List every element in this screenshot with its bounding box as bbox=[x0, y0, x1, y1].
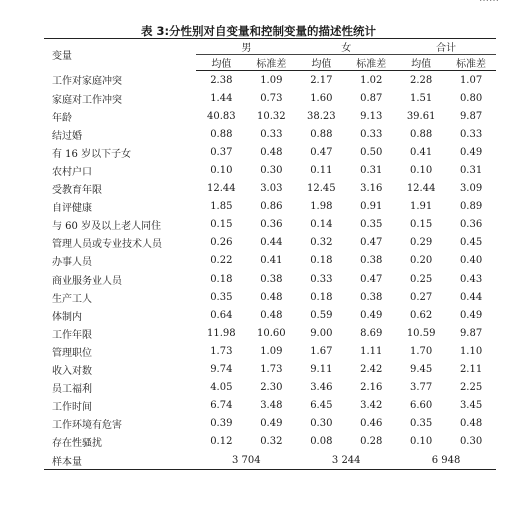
row-value: 0.91 bbox=[360, 201, 383, 213]
table-row bbox=[44, 143, 496, 161]
row-value: 39.61 bbox=[406, 110, 436, 122]
row-value: 0.27 bbox=[410, 291, 433, 303]
table-row bbox=[44, 397, 496, 415]
row-value: 2.42 bbox=[360, 364, 383, 376]
table-caption: 表 3:分性别对自变量和控制变量的描述性统计 bbox=[140, 24, 377, 38]
row-value: 0.33 bbox=[360, 128, 383, 140]
group-header-total: 合计 bbox=[396, 39, 496, 55]
row-value: 0.28 bbox=[360, 436, 383, 448]
row-value: 0.41 bbox=[410, 146, 433, 158]
row-value: 2.11 bbox=[459, 364, 483, 376]
row-value: 0.12 bbox=[210, 436, 233, 448]
row-value: 0.73 bbox=[260, 92, 283, 104]
row-value: 0.47 bbox=[310, 146, 333, 158]
row-label: 工作年限 bbox=[52, 329, 92, 341]
row-label: 商业服务业人员 bbox=[52, 275, 122, 287]
row-value: 0.36 bbox=[260, 219, 283, 231]
row-value: 0.48 bbox=[260, 309, 283, 321]
row-value: 0.47 bbox=[360, 273, 383, 285]
table-row bbox=[44, 180, 496, 198]
row-value: 10.60 bbox=[257, 327, 286, 339]
row-value: 0.49 bbox=[459, 309, 483, 321]
row-value: 12.44 bbox=[406, 183, 436, 195]
subheader-mean: 均值 bbox=[196, 55, 246, 71]
row-value: 2.38 bbox=[210, 74, 233, 86]
row-value: 6.60 bbox=[410, 400, 433, 412]
row-value: 0.10 bbox=[210, 165, 233, 177]
subheader-sd: 标准差 bbox=[246, 55, 296, 71]
row-value: 12.45 bbox=[307, 183, 336, 195]
sample-size-label: 样本量 bbox=[44, 451, 196, 470]
row-value: 0.37 bbox=[210, 146, 233, 158]
row-value: 1.09 bbox=[260, 74, 283, 86]
row-label: 年龄 bbox=[52, 112, 72, 124]
row-value: 11.98 bbox=[207, 327, 236, 339]
row-label: 员工福利 bbox=[52, 384, 92, 396]
row-value: 2.28 bbox=[410, 74, 433, 86]
row-value: 0.33 bbox=[459, 128, 483, 140]
variable-column-header: 变量 bbox=[44, 39, 196, 71]
row-value: 3.77 bbox=[410, 382, 433, 394]
row-value: 1.10 bbox=[459, 345, 483, 357]
row-value: 0.32 bbox=[260, 436, 283, 448]
table-row bbox=[44, 361, 496, 379]
row-value: 0.49 bbox=[459, 146, 483, 158]
sample-size-value: 3 704 bbox=[196, 451, 296, 470]
row-value: 0.35 bbox=[410, 418, 433, 430]
row-value: 3.45 bbox=[459, 400, 483, 412]
row-value: 38.23 bbox=[307, 110, 336, 122]
row-value: 0.15 bbox=[210, 219, 233, 231]
row-value: 0.14 bbox=[310, 219, 333, 231]
row-value: 3.03 bbox=[260, 183, 283, 195]
row-value: 40.83 bbox=[207, 110, 236, 122]
group-header-male: 男 bbox=[196, 39, 296, 55]
row-value: 2.30 bbox=[260, 382, 283, 394]
subheader-mean: 均值 bbox=[396, 55, 446, 71]
row-value: 0.10 bbox=[410, 436, 433, 448]
row-value: 0.29 bbox=[410, 237, 433, 249]
row-value: 10.32 bbox=[257, 110, 286, 122]
row-value: 6.45 bbox=[310, 400, 333, 412]
table-row bbox=[44, 71, 496, 90]
row-value: 0.15 bbox=[410, 219, 433, 231]
row-value: 0.50 bbox=[360, 146, 383, 158]
row-value: 9.13 bbox=[360, 110, 383, 122]
row-value: 0.39 bbox=[210, 418, 233, 430]
row-label: 管理职位 bbox=[52, 347, 92, 359]
row-label: 家庭对工作冲突 bbox=[52, 94, 122, 106]
row-label: 体制内 bbox=[52, 311, 82, 323]
row-value: 3.48 bbox=[260, 400, 283, 412]
row-value: 0.38 bbox=[260, 273, 283, 285]
row-value: 2.17 bbox=[310, 74, 333, 86]
group-header-female: 女 bbox=[296, 39, 396, 55]
row-value: 1.91 bbox=[410, 201, 433, 213]
table-row bbox=[44, 252, 496, 270]
table-row bbox=[44, 379, 496, 397]
row-value: 1.85 bbox=[210, 201, 233, 213]
row-value: 1.73 bbox=[260, 364, 283, 376]
row-value: 9.00 bbox=[310, 327, 333, 339]
row-value: 0.30 bbox=[459, 436, 483, 448]
row-label: 工作对家庭冲突 bbox=[52, 76, 122, 88]
row-value: 0.10 bbox=[410, 165, 433, 177]
table-row bbox=[44, 342, 496, 360]
row-value: 1.73 bbox=[210, 345, 233, 357]
table-row bbox=[44, 415, 496, 433]
row-value: 1.98 bbox=[310, 201, 333, 213]
row-value: 0.31 bbox=[459, 165, 483, 177]
row-value: 0.48 bbox=[260, 291, 283, 303]
row-value: 0.32 bbox=[310, 237, 333, 249]
row-value: 0.87 bbox=[360, 92, 383, 104]
row-value: 6.74 bbox=[210, 400, 233, 412]
row-value: 3.16 bbox=[360, 183, 383, 195]
row-value: 3.46 bbox=[310, 382, 333, 394]
row-value: 0.18 bbox=[310, 291, 333, 303]
row-label: 管理人员或专业技术人员 bbox=[52, 239, 162, 251]
row-value: 1.07 bbox=[459, 74, 483, 86]
row-value: 0.35 bbox=[210, 291, 233, 303]
sample-size-value: 6 948 bbox=[396, 451, 496, 470]
table-row bbox=[44, 433, 496, 451]
row-value: 1.09 bbox=[260, 345, 283, 357]
table-row bbox=[44, 161, 496, 179]
row-value: 9.87 bbox=[459, 327, 483, 339]
row-value: 1.02 bbox=[360, 74, 383, 86]
subheader-sd: 标准差 bbox=[446, 55, 496, 71]
row-value: 0.08 bbox=[310, 436, 333, 448]
subheader-mean: 均值 bbox=[296, 55, 346, 71]
row-value: 0.18 bbox=[210, 273, 233, 285]
row-value: 0.48 bbox=[459, 418, 483, 430]
row-label: 存在性骚扰 bbox=[52, 438, 102, 450]
page-header-text bbox=[479, 0, 499, 4]
row-value: 0.88 bbox=[210, 128, 233, 140]
row-value: 1.44 bbox=[210, 92, 233, 104]
sample-size-value: 3 244 bbox=[296, 451, 396, 470]
row-value: 0.49 bbox=[260, 418, 283, 430]
row-label: 办事人员 bbox=[52, 257, 92, 269]
row-label: 结过婚 bbox=[52, 130, 82, 142]
row-label: 受教育年限 bbox=[52, 185, 102, 197]
row-value: 0.45 bbox=[459, 237, 483, 249]
row-value: 1.70 bbox=[410, 345, 433, 357]
table-row bbox=[44, 125, 496, 143]
row-value: 0.59 bbox=[310, 309, 333, 321]
row-value: 3.42 bbox=[360, 400, 383, 412]
row-value: 0.25 bbox=[410, 273, 433, 285]
row-value: 1.51 bbox=[410, 92, 433, 104]
row-value: 9.11 bbox=[310, 364, 333, 376]
row-label: 与 60 岁及以上老人同住 bbox=[52, 221, 162, 233]
table-row bbox=[44, 107, 496, 125]
row-value: 0.44 bbox=[260, 237, 283, 249]
table-row bbox=[44, 198, 496, 216]
table-row bbox=[44, 216, 496, 234]
row-label: 工作时间 bbox=[52, 402, 92, 414]
row-value: 3.09 bbox=[459, 183, 483, 195]
row-value: 1.67 bbox=[310, 345, 333, 357]
table-body bbox=[44, 71, 496, 470]
row-value: 10.59 bbox=[406, 327, 436, 339]
table-row bbox=[44, 288, 496, 306]
table-row bbox=[44, 324, 496, 342]
row-value: 0.35 bbox=[360, 219, 383, 231]
row-value: 9.74 bbox=[210, 364, 233, 376]
row-value: 0.64 bbox=[210, 309, 233, 321]
row-label: 农村户口 bbox=[52, 167, 92, 179]
row-value: 9.45 bbox=[410, 364, 433, 376]
sample-size-row bbox=[44, 451, 496, 470]
row-value: 0.47 bbox=[360, 237, 383, 249]
table-row bbox=[44, 270, 496, 288]
row-value: 0.49 bbox=[360, 309, 383, 321]
row-value: 8.69 bbox=[360, 327, 383, 339]
row-value: 0.38 bbox=[360, 291, 383, 303]
row-value: 0.31 bbox=[360, 165, 383, 177]
row-label: 收入对数 bbox=[52, 366, 92, 378]
row-value: 0.20 bbox=[410, 255, 433, 267]
row-value: 0.33 bbox=[260, 128, 283, 140]
row-value: 1.11 bbox=[360, 345, 383, 357]
table-row bbox=[44, 234, 496, 252]
row-value: 0.46 bbox=[360, 418, 383, 430]
row-label: 工作环境有危害 bbox=[52, 420, 122, 432]
row-value: 0.86 bbox=[260, 201, 283, 213]
row-value: 2.16 bbox=[360, 382, 383, 394]
row-value: 0.38 bbox=[360, 255, 383, 267]
row-value: 0.30 bbox=[260, 165, 283, 177]
descriptive-stats-table bbox=[44, 38, 496, 470]
row-value: 0.80 bbox=[459, 92, 483, 104]
row-value: 0.22 bbox=[210, 255, 233, 267]
row-value: 0.36 bbox=[459, 219, 483, 231]
row-label: 自评健康 bbox=[52, 203, 92, 215]
row-value: 0.88 bbox=[410, 128, 433, 140]
row-value: 0.18 bbox=[310, 255, 333, 267]
row-value: 0.44 bbox=[459, 291, 483, 303]
row-value: 0.33 bbox=[310, 273, 333, 285]
row-label: 生产工人 bbox=[52, 293, 92, 305]
page-header-strip bbox=[0, 0, 517, 6]
row-value: 9.87 bbox=[459, 110, 483, 122]
row-value: 0.40 bbox=[459, 255, 483, 267]
row-value: 0.89 bbox=[459, 201, 483, 213]
table-row bbox=[44, 89, 496, 107]
row-value: 0.43 bbox=[459, 273, 483, 285]
table-row bbox=[44, 306, 496, 324]
row-value: 4.05 bbox=[210, 382, 233, 394]
row-value: 1.60 bbox=[310, 92, 333, 104]
row-value: 0.62 bbox=[410, 309, 433, 321]
row-value: 0.48 bbox=[260, 146, 283, 158]
row-value: 0.41 bbox=[260, 255, 283, 267]
row-label: 有 16 岁以下子女 bbox=[52, 148, 132, 160]
row-value: 0.11 bbox=[310, 165, 333, 177]
row-value: 0.30 bbox=[310, 418, 333, 430]
subheader-sd: 标准差 bbox=[346, 55, 396, 71]
row-value: 12.44 bbox=[207, 183, 236, 195]
row-value: 0.88 bbox=[310, 128, 333, 140]
row-value: 0.26 bbox=[210, 237, 233, 249]
row-value: 2.25 bbox=[459, 382, 483, 394]
